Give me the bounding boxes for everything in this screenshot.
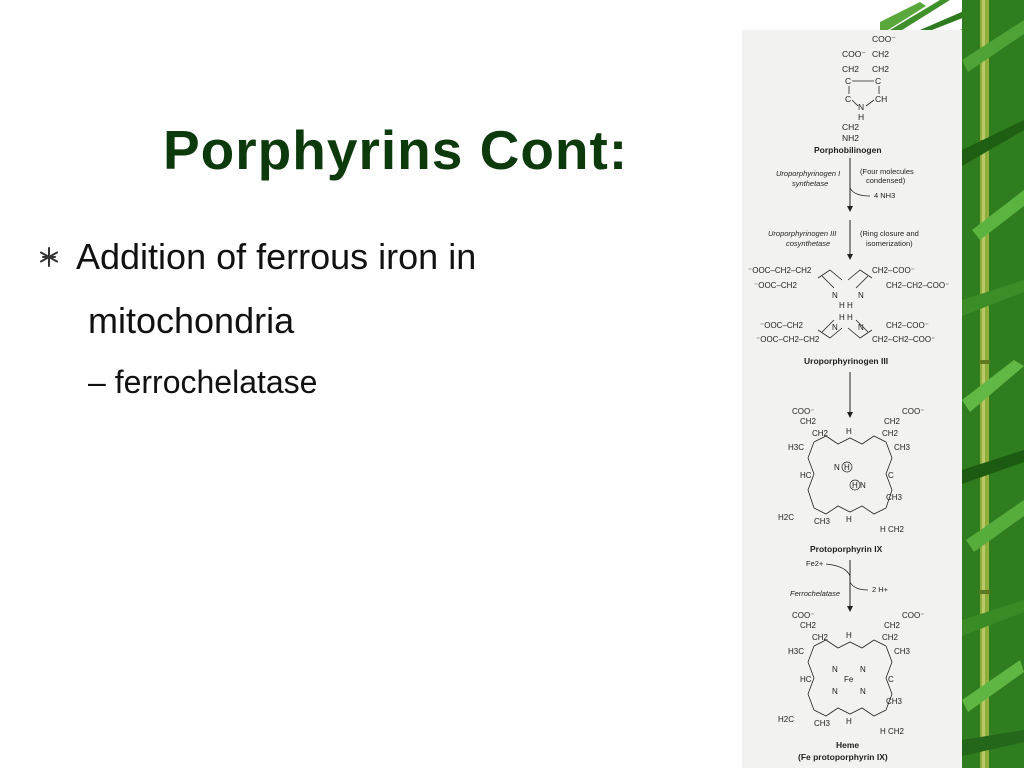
svg-text:CH2: CH2 [884,417,901,426]
svg-text:COO⁻: COO⁻ [792,407,815,416]
svg-text:H H: H H [839,301,853,310]
svg-text:COO⁻: COO⁻ [902,407,925,416]
enzyme-label: cosynthetase [786,239,831,248]
heme-synthesis-pathway-figure [742,30,962,768]
sub-bullet-text: ferrochelatase [114,364,318,400]
pbg-label: H [858,112,865,122]
pbg-label: NH2 [842,133,860,143]
porphobilinogen-structure [842,34,896,143]
svg-text:⁻OOC–CH2–CH2: ⁻OOC–CH2–CH2 [748,266,812,275]
svg-text:H: H [844,463,850,472]
step-note: (Four molecules [860,167,914,176]
svg-text:H: H [846,515,852,524]
bullet-item [38,236,476,278]
sub-bullet [88,364,317,401]
svg-text:N: N [832,665,838,674]
svg-text:N: N [858,291,864,300]
heme-sub-label: (Fe protoporphyrin IX) [798,752,888,762]
svg-text:H3C: H3C [788,647,805,656]
svg-text:CH2: CH2 [812,429,829,438]
bullet-text-line1: Addition of ferrous iron in [76,236,477,277]
step-note: condensed) [866,176,906,185]
heme-structure [778,611,924,736]
uroporphyrinogen-label: Uroporphyrinogen III [804,356,889,366]
enzyme-label: Uroporphyrinogen I [776,169,841,178]
svg-text:CH2–COO⁻: CH2–COO⁻ [872,266,915,275]
svg-text:N: N [832,687,838,696]
svg-text:N: N [860,481,866,490]
asterisk-bullet-icon [38,246,60,268]
svg-text:COO⁻: COO⁻ [792,611,815,620]
svg-text:CH2: CH2 [882,429,899,438]
svg-text:COO⁻: COO⁻ [902,611,925,620]
svg-text:N: N [832,323,838,332]
slide-title: Porphyrins Cont: [163,119,629,181]
pbg-label: CH2 [872,49,890,59]
svg-text:⁻OOC–CH2: ⁻OOC–CH2 [760,321,803,330]
svg-text:H: H [880,727,886,736]
svg-text:N: N [832,291,838,300]
step-note: isomerization) [866,239,913,248]
step-product: 2 H+ [872,585,889,594]
svg-text:C: C [888,471,894,480]
svg-text:CH2: CH2 [884,621,901,630]
enzyme-label: Ferrochelatase [790,589,841,598]
svg-text:CH2: CH2 [882,633,899,642]
enzyme-label: synthetase [792,179,829,188]
svg-text:CH2: CH2 [888,525,905,534]
svg-text:CH3: CH3 [814,719,831,728]
svg-text:N: N [834,463,840,472]
svg-text:H3C: H3C [788,443,805,452]
svg-text:⁻OOC–CH2: ⁻OOC–CH2 [754,281,797,290]
pbg-label: COO⁻ [872,34,896,44]
svg-text:H: H [852,481,858,490]
svg-text:H H: H H [839,313,853,322]
svg-text:N: N [858,323,864,332]
step-product: 4 NH3 [874,191,896,200]
svg-text:HC: HC [800,471,812,480]
pbg-label: CH [875,94,888,104]
fe-input: Fe2+ [806,559,824,568]
svg-text:H: H [880,525,886,534]
pbg-label: COO⁻ [842,49,866,59]
svg-text:CH2: CH2 [888,727,905,736]
bamboo-decoration [962,0,1024,768]
svg-text:CH3: CH3 [894,443,911,452]
svg-text:H2C: H2C [778,715,795,724]
svg-text:CH2: CH2 [812,633,829,642]
heme-label: Heme [836,740,860,750]
svg-text:H2C: H2C [778,513,795,522]
svg-text:H: H [846,717,852,726]
uroporphyrinogen-structure [748,266,949,344]
svg-text:HC: HC [800,675,812,684]
svg-text:N: N [860,687,866,696]
porphobilinogen-label: Porphobilinogen [814,145,882,155]
svg-text:H: H [846,427,852,436]
pbg-label: C [845,94,852,104]
svg-text:H: H [846,631,852,640]
svg-text:CH3: CH3 [886,697,903,706]
pbg-label: N [858,102,865,112]
svg-text:CH2–CH2–COO⁻: CH2–CH2–COO⁻ [886,281,950,290]
pbg-label: CH2 [842,122,860,132]
svg-text:⁻OOC–CH2–CH2: ⁻OOC–CH2–CH2 [756,335,820,344]
svg-text:C: C [888,675,894,684]
svg-text:CH2–CH2–COO⁻: CH2–CH2–COO⁻ [872,335,936,344]
bullet-text-line2: mitochondria [88,300,295,341]
protoporphyrin-structure [778,407,924,534]
svg-text:CH2: CH2 [800,621,817,630]
protoporphyrin-label: Protoporphyrin IX [810,544,883,554]
enzyme-label: Uroporphyrinogen III [768,229,837,238]
svg-text:Fe: Fe [844,675,854,684]
sub-bullet-dash: – [88,364,106,400]
svg-text:CH3: CH3 [886,493,903,502]
pbg-label: C [875,76,882,86]
pbg-label: C [845,76,852,86]
pbg-label: CH2 [842,64,860,74]
step-note: (Ring closure and [860,229,919,238]
pbg-label: CH2 [872,64,890,74]
svg-text:CH2–COO⁻: CH2–COO⁻ [886,321,929,330]
svg-text:CH2: CH2 [800,417,817,426]
svg-text:CH3: CH3 [894,647,911,656]
svg-text:N: N [860,665,866,674]
svg-text:CH3: CH3 [814,517,831,526]
